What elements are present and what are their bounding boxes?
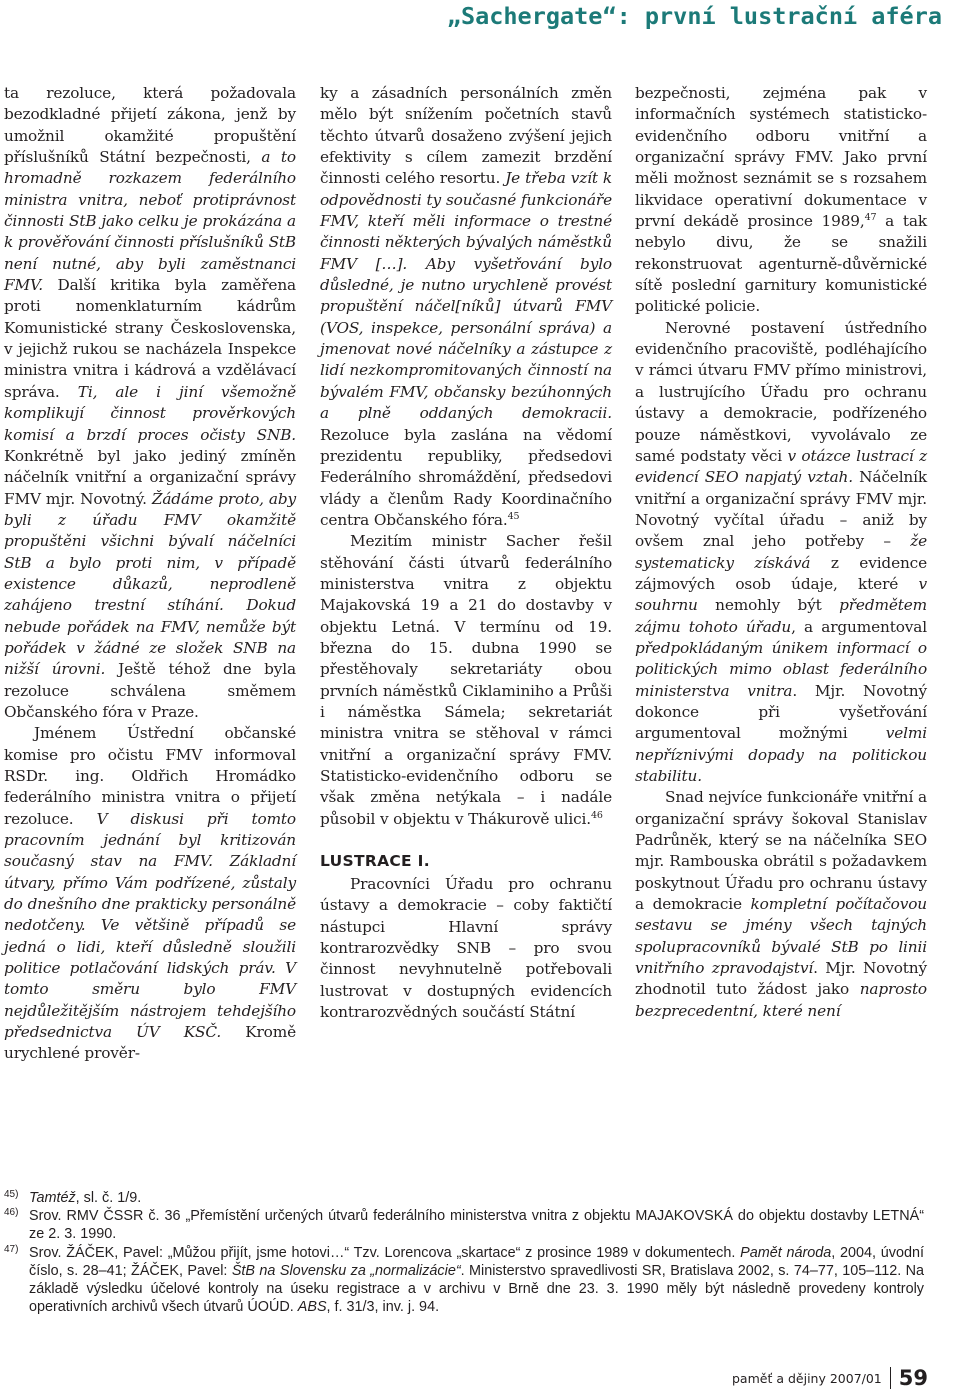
- paragraph: Mezitím ministr Sacher řešil stěhování části útvarů federálního ministerstva vnitra z objektu Majakovská 19 a 21 do dostavby v objektu Letná. V termínu od 19. března do 15. dubna 1990 se přestěhovaly sekretariáty obou prvních náměstků Ciklaminiho a Průši i náměstka Sámela; sekretariát ministra vnitra se stěhoval v rámci vnitřní a organizační správy FMV. Statisticko-evidenčního odboru se však změna netýkala – i nadále působil v objektu v Thákurově ulici.$^{46}$: [320, 532, 612, 828]
- italic-text: V diskusi při tomto pracovním jednání byl kritizován současný stav na FMV. Základní útvary, přímo Vám podřízené, zůstaly do dnešního dne prakticky personálně nedotčeny. Ve většině případů se jedná o lidi, kteří důsledně sloužili politice potlačování lidských práv. V tomto směru bylo FMV nejdůležitějším nástrojem tehdejšího předsednictva ÚV KSČ.: [4, 809, 296, 1042]
- italic-text: Je třeba vzít k odpovědnosti ty současné funkcionáře FMV, kteří měli informace o trestné činnosti některých bývalých náměstků FMV […]. Aby vyšetřování bylo důsledné, je nutno urychleně provést propuštění náčel[níků] útvarů FMV (VOS, inspekce, personální správa) a jmenovat nové náčelníky a zástupce z lidí nezkompromitovaných činností na bývalém FMV, občansky bezúhonných a plně oddaných demokracii.: [320, 169, 612, 423]
- text-run: . Ministerstvo spravedlivosti SR, Bratislava 2002, s. 74–77, 105–112. Na základě výsledku účelové kontroly na úseku registrace a v archivu v Brně dne 23. 3. 1990 měly být následně provedeny kontroly operativních archivů všech útvarů ÚOÚD.: [29, 1262, 925, 1316]
- text-run: z evidence zájmových osob údaje, které: [635, 553, 928, 593]
- running-head: „Sachergate“: první lustrační aféra: [446, 2, 942, 30]
- footnote-number: 46): [4, 1207, 19, 1219]
- text-run: , sl. č. 1/9.: [75, 1190, 142, 1206]
- text-run: Ještě téhož dne byla rezoluce schválena směmem Občanského fóra v Praze.: [4, 660, 296, 721]
- text-run: Náčelník vnitřní a organizační správy FMV mjr. Novotný vyčítal úřadu – aniž by ovšem znal jeho potřeby –: [635, 468, 927, 551]
- italic-text: v souhrnu: [635, 574, 927, 615]
- divider: [890, 1367, 891, 1389]
- italic-text: v otázce lustrací z evidencí SEO napjatý vztah.: [635, 446, 928, 487]
- footnote-ref: 46: [591, 809, 603, 821]
- italic-text: Žádáme proto, aby byli z úřadu FMV okamžitě propuštěni všichni bývalí náčelníci StB a bylo proti nim, v případě existence důkazů, neprodleně zahájeno trestní stíhání. Dokud nebude pořádek na FMV, nemůže být pořádek v žádné ze složek SNB na nižší úrovni.: [4, 489, 296, 679]
- italic-text: předmětem zájmu tohoto úřadu: [635, 596, 927, 636]
- paragraph: bezpečnosti, zejména pak v informačních systémech statisticko-evidenčního odboru vnitřní a organizační správy FMV. Jako první měli možnost seznámit se s rozsahem likvidace operativní dokumentace v první dekádě prosince 1989,47 a tak nebylo divu, že se snažili rekonstruovat agenturně-důvěrnické sítě poslední garnitury komunistické politické policie.: [635, 84, 927, 316]
- text-run: Další kritika byla zaměřena proti nomenklaturním kádrům Komunistické strany Československa, v jejichž rukou se nacházela Inspekce ministra vnitra i kádrová a vzdělávací správa.: [4, 276, 296, 401]
- text-run: . Mjr. Novotný zhodnotil tuto žádost jako: [635, 959, 927, 999]
- text-run: Srov. RMV ČSSR č. 36 „Přemístění určených útvarů federálního ministerstva vnitra z objektu MAJAKOVSKÁ do objektu dostavby LETNÁ“ ze 2. 3. 1990.: [29, 1208, 924, 1243]
- folio: [732, 1366, 928, 1390]
- footnote-ref: 45: [507, 510, 520, 522]
- text-run: Kromě urychlené prověr-: [4, 1023, 296, 1063]
- page-number: 59: [898, 1366, 928, 1390]
- footnote-number: 45): [4, 1189, 19, 1200]
- footnote-ref: 47: [864, 212, 877, 224]
- footnote-number: 47): [4, 1243, 19, 1255]
- italic-text: Tamtéž: [29, 1190, 76, 1206]
- paragraph: [635, 787, 927, 1022]
- text-run: Konkrétně byl jako jediný zmíněn náčelník vnitřní a organizační správy FMV mjr. Novotný.: [4, 446, 296, 508]
- italic-text: ŠtB na Slovensku za „normalizácie“: [231, 1262, 461, 1279]
- text-run: Nerovné postavení ústředního evidenčního pracoviště, podléhajícího v rámci útvaru FMV přímo ministrovi, a lustrujícího Úřadu pro ochranu ústavy a demokracie, podřízeného pouze náměstkovi, vyvolávalo ze samé podstaty věci: [635, 318, 927, 465]
- journal-title: paměť a dějiny 2007/01: [732, 1371, 882, 1386]
- text-run: , f. 31/3, inv. j. 94.: [326, 1299, 440, 1316]
- text-run: Srov. ŽÁČEK, Pavel: „Můžou přijít, jsme hotovi…“ Tzv. Lorencova „skartace“ z prosince 1989 v dokumentech.: [29, 1244, 741, 1261]
- footnote: [4, 1207, 924, 1243]
- paragraph: [635, 318, 927, 788]
- text-run: nemohly být: [697, 596, 840, 615]
- italic-text: kompletní počítačovou sestavu se jmény všech tajných spolupracovníků bývalé StB po linii vnitřního zpravodajství: [635, 895, 927, 978]
- paragraph: Pracovníci Úřadu pro ochranu ústavy a demokracie – coby faktičtí nástupci Hlavní správy kontrarozvědky SNB – pro svou činnost nevyhnutelně potřebovali lustrovat v dostupných evidencích kontrarozvědných součástí Státní: [320, 875, 612, 1022]
- italic-text: předpokládaným únikem informací o politických mimo oblast federálního ministerstva vnitra: [635, 638, 927, 700]
- italic-text: a to hromadně rozkazem federálního ministra vnitra, neboť protiprávnost činnosti StB jako celku je prokázána a k prověřování činnosti příslušníků StB není nutné, aby byli zaměstnanci FMV.: [4, 148, 296, 295]
- text-run: , a argumentoval: [791, 617, 927, 636]
- text-run: Rezoluce byla zaslána na vědomí prezidentu republiky, předsedovi Federálního shromáždění, předsedovi vlády a členům Rady Koordinačního centra Občanského fóra.: [320, 425, 612, 529]
- paragraph: [4, 83, 296, 723]
- italic-text: naprosto bezprecedentní, které není: [635, 980, 927, 1020]
- text-run: ta rezoluce, která požadovala bezodkladné přijetí zákona, jenž by umožnil okamžité propuštění příslušníků Státní bezpečnosti,: [4, 84, 296, 167]
- paragraph: [320, 83, 612, 531]
- italic-text: Pamět národa: [740, 1244, 832, 1261]
- text-column-3: [635, 83, 927, 1022]
- text-run: Jménem Ústřední občanské komise pro očistu FMV informoval RSDr. ing. Oldřich Hromádko federálního ministra vnitra o přijetí rezoluce.: [4, 724, 296, 828]
- text-run: . Mjr. Novotný dokonce při vyšetřování argumentoval možnými: [635, 681, 927, 743]
- text-run: , 2004, úvodní číslo, s. 28–41; ŽÁČEK, Pavel:: [29, 1244, 924, 1279]
- text-column-1: [4, 83, 296, 1065]
- italic-text: ABS: [297, 1299, 327, 1316]
- italic-text: Ti, ale i jiní všemožně komplikují činnost prověrkových komisí a brzdí proces očisty SNB.: [4, 382, 296, 444]
- footnotes: [4, 1189, 924, 1316]
- footnote: [4, 1244, 924, 1317]
- text-column-2: [320, 83, 612, 1023]
- paragraph: [4, 723, 296, 1065]
- text-run: Snad nejvíce funkcionáře vnitřní a organizační správy šokoval Stanislav Padrůněk, který se na náčelníka SEO mjr. Rambouska obrátil s požadavkem poskytnout Úřadu pro ochranu ústavy a demokracie: [635, 788, 927, 914]
- italic-text: že systematicky získává: [635, 532, 927, 572]
- section-heading: LUSTRACE I.: [320, 852, 430, 871]
- footnote: [4, 1189, 924, 1207]
- text-run: ky a zásadních personálních změn mělo být snížením početních stavů těchto útvarů dosaženo zvýšení jejich efektivity s cílem zamezit brzdění činnosti celého resortu.: [320, 84, 612, 188]
- italic-text: velmi nepříznivými dopady na politickou stabilitu.: [635, 724, 927, 785]
